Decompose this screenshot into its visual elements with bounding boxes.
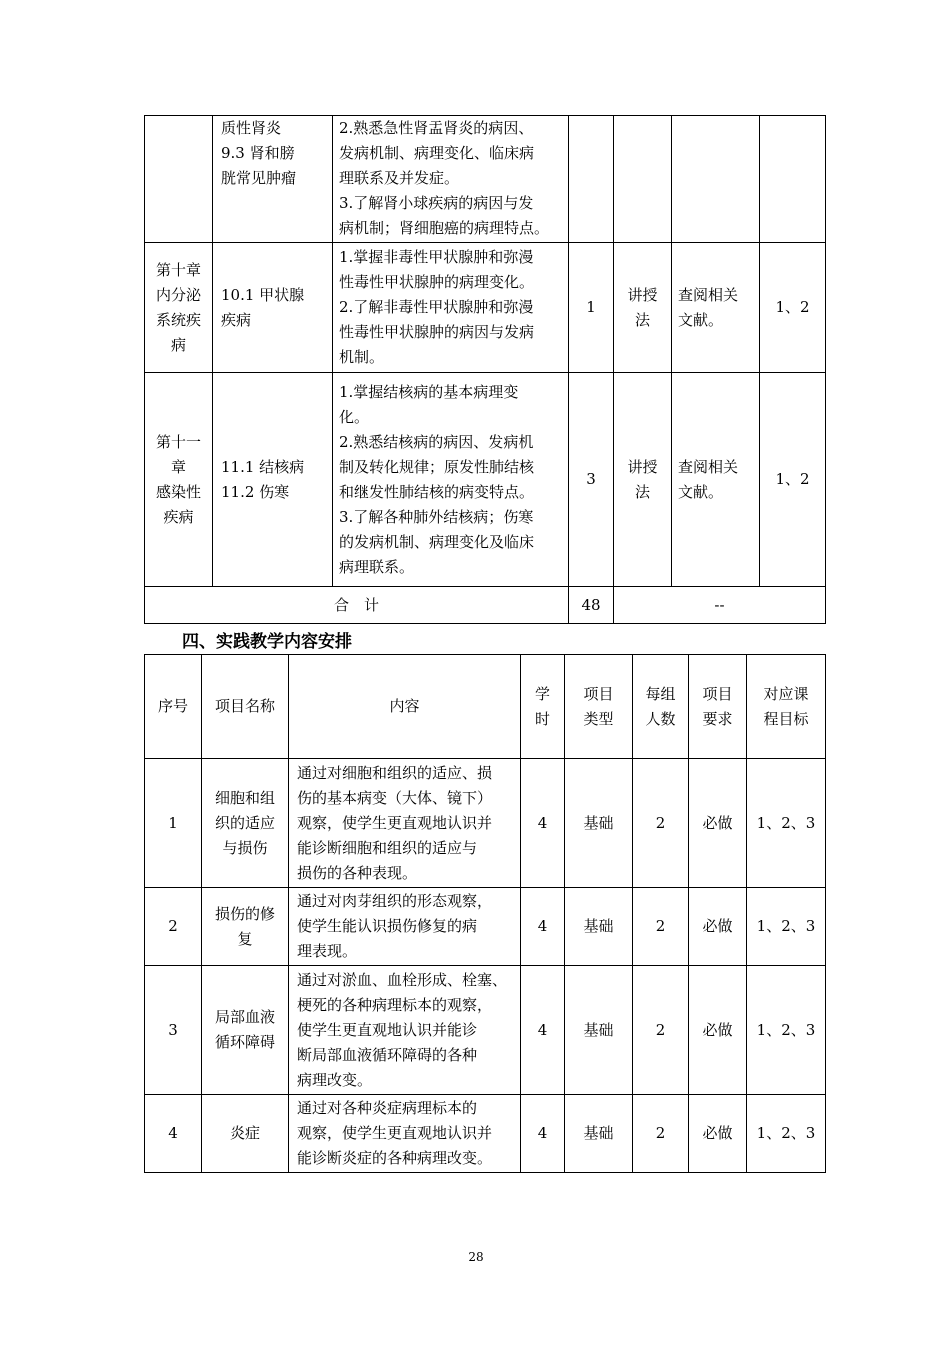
objectives-cell (760, 116, 826, 243)
row-name: 损伤的修 复 (202, 888, 289, 966)
page-number: 28 (468, 1250, 484, 1264)
row-obj: 1、2、3 (747, 759, 826, 888)
header-obj: 对应课 程目标 (747, 655, 826, 759)
practice-table (144, 654, 826, 1173)
assignment-cell: 查阅相关 文献。 (672, 243, 760, 373)
row-obj: 1、2、3 (747, 1095, 826, 1173)
row-hours: 4 (521, 888, 565, 966)
table-row (145, 116, 826, 243)
chapter-cell: 第十一 章 感染性 疾病 (145, 373, 213, 587)
total-row (145, 587, 826, 624)
row-content: 通过对肉芽组织的形态观察， 使学生能认识损伤修复的病 理表现。 (289, 888, 521, 966)
row-name: 局部血液 循环障碍 (202, 966, 289, 1095)
table-row (145, 373, 826, 587)
objectives-cell: 1、2 (760, 243, 826, 373)
row-content: 通过对淤血、血栓形成、栓塞、 梗死的各种病理标本的观察， 使学生更直观地认识并能诊 断局部血液循环障碍的各种 病理改变。 (289, 966, 521, 1095)
assignment-cell: 查阅相关 文献。 (672, 373, 760, 587)
hours-cell (569, 116, 614, 243)
assignment-cell (672, 116, 760, 243)
table-row (145, 966, 826, 1095)
row-content: 通过对细胞和组织的适应、损 伤的基本病变（大体、镜下） 观察，使学生更直观地认识并 能诊断细胞和组织的适应与 损伤的各种表现。 (289, 759, 521, 888)
objectives-cell: 1、2 (760, 373, 826, 587)
row-type: 基础 (565, 888, 633, 966)
row-content: 通过对各种炎症病理标本的 观察，使学生更直观地认识并 能诊断炎症的各种病理改变。 (289, 1095, 521, 1173)
method-cell: 讲授 法 (614, 373, 672, 587)
course-content-table (144, 115, 826, 624)
header-hours: 学 时 (521, 655, 565, 759)
row-name: 细胞和组 织的适应 与损伤 (202, 759, 289, 888)
header-req: 项目 要求 (689, 655, 747, 759)
section-title: 四、实践教学内容安排 (182, 632, 352, 652)
row-no: 3 (145, 966, 202, 1095)
row-req: 必做 (689, 759, 747, 888)
table-row (145, 888, 826, 966)
header-name: 项目名称 (202, 655, 289, 759)
table-header-row (145, 655, 826, 759)
row-name: 炎症 (202, 1095, 289, 1173)
row-group: 2 (633, 1095, 689, 1173)
method-cell (614, 116, 672, 243)
header-group: 每组 人数 (633, 655, 689, 759)
row-hours: 4 (521, 966, 565, 1095)
row-req: 必做 (689, 966, 747, 1095)
row-obj: 1、2、3 (747, 888, 826, 966)
row-hours: 4 (521, 1095, 565, 1173)
chapter-cell: 第十章 内分泌 系统疾 病 (145, 243, 213, 373)
row-req: 必做 (689, 888, 747, 966)
header-content: 内容 (289, 655, 521, 759)
header-type: 项目 类型 (565, 655, 633, 759)
method-cell: 讲授 法 (614, 243, 672, 373)
row-hours: 4 (521, 759, 565, 888)
row-group: 2 (633, 759, 689, 888)
requirements-cell: 2.熟悉急性肾盂肾炎的病因、 发病机制、病理变化、临床病 理联系及并发症。 3.了解肾小球疾病的病因与发 病机制；肾细胞癌的病理特点。 (333, 116, 569, 243)
topics-cell: 质性肾炎 9.3 肾和膀 胱常见肿瘤 (213, 116, 333, 243)
row-no: 4 (145, 1095, 202, 1173)
hours-cell: 1 (569, 243, 614, 373)
total-hours: 48 (569, 587, 614, 624)
row-group: 2 (633, 966, 689, 1095)
hours-cell: 3 (569, 373, 614, 587)
table-row (145, 1095, 826, 1173)
row-obj: 1、2、3 (747, 966, 826, 1095)
total-label: 合 计 (145, 587, 569, 624)
table-row (145, 243, 826, 373)
row-type: 基础 (565, 1095, 633, 1173)
header-no: 序号 (145, 655, 202, 759)
row-type: 基础 (565, 759, 633, 888)
requirements-cell: 1.掌握非毒性甲状腺肿和弥漫 性毒性甲状腺肿的病理变化。 2.了解非毒性甲状腺肿和弥漫 性毒性甲状腺肿的病因与发病 机制。 (333, 243, 569, 373)
row-req: 必做 (689, 1095, 747, 1173)
topics-cell: 11.1 结核病 11.2 伤寒 (213, 373, 333, 587)
row-no: 2 (145, 888, 202, 966)
total-rest: -- (614, 587, 826, 624)
table-row (145, 759, 826, 888)
topics-cell: 10.1 甲状腺 疾病 (213, 243, 333, 373)
row-no: 1 (145, 759, 202, 888)
requirements-cell: 1.掌握结核病的基本病理变 化。 2.熟悉结核病的病因、发病机 制及转化规律；原发性肺结核 和继发性肺结核的病变特点。 3.了解各种肺外结核病；伤寒 的发病机制、病理变化及临床 病理联系。 (333, 373, 569, 587)
chapter-cell (145, 116, 213, 243)
row-type: 基础 (565, 966, 633, 1095)
row-group: 2 (633, 888, 689, 966)
